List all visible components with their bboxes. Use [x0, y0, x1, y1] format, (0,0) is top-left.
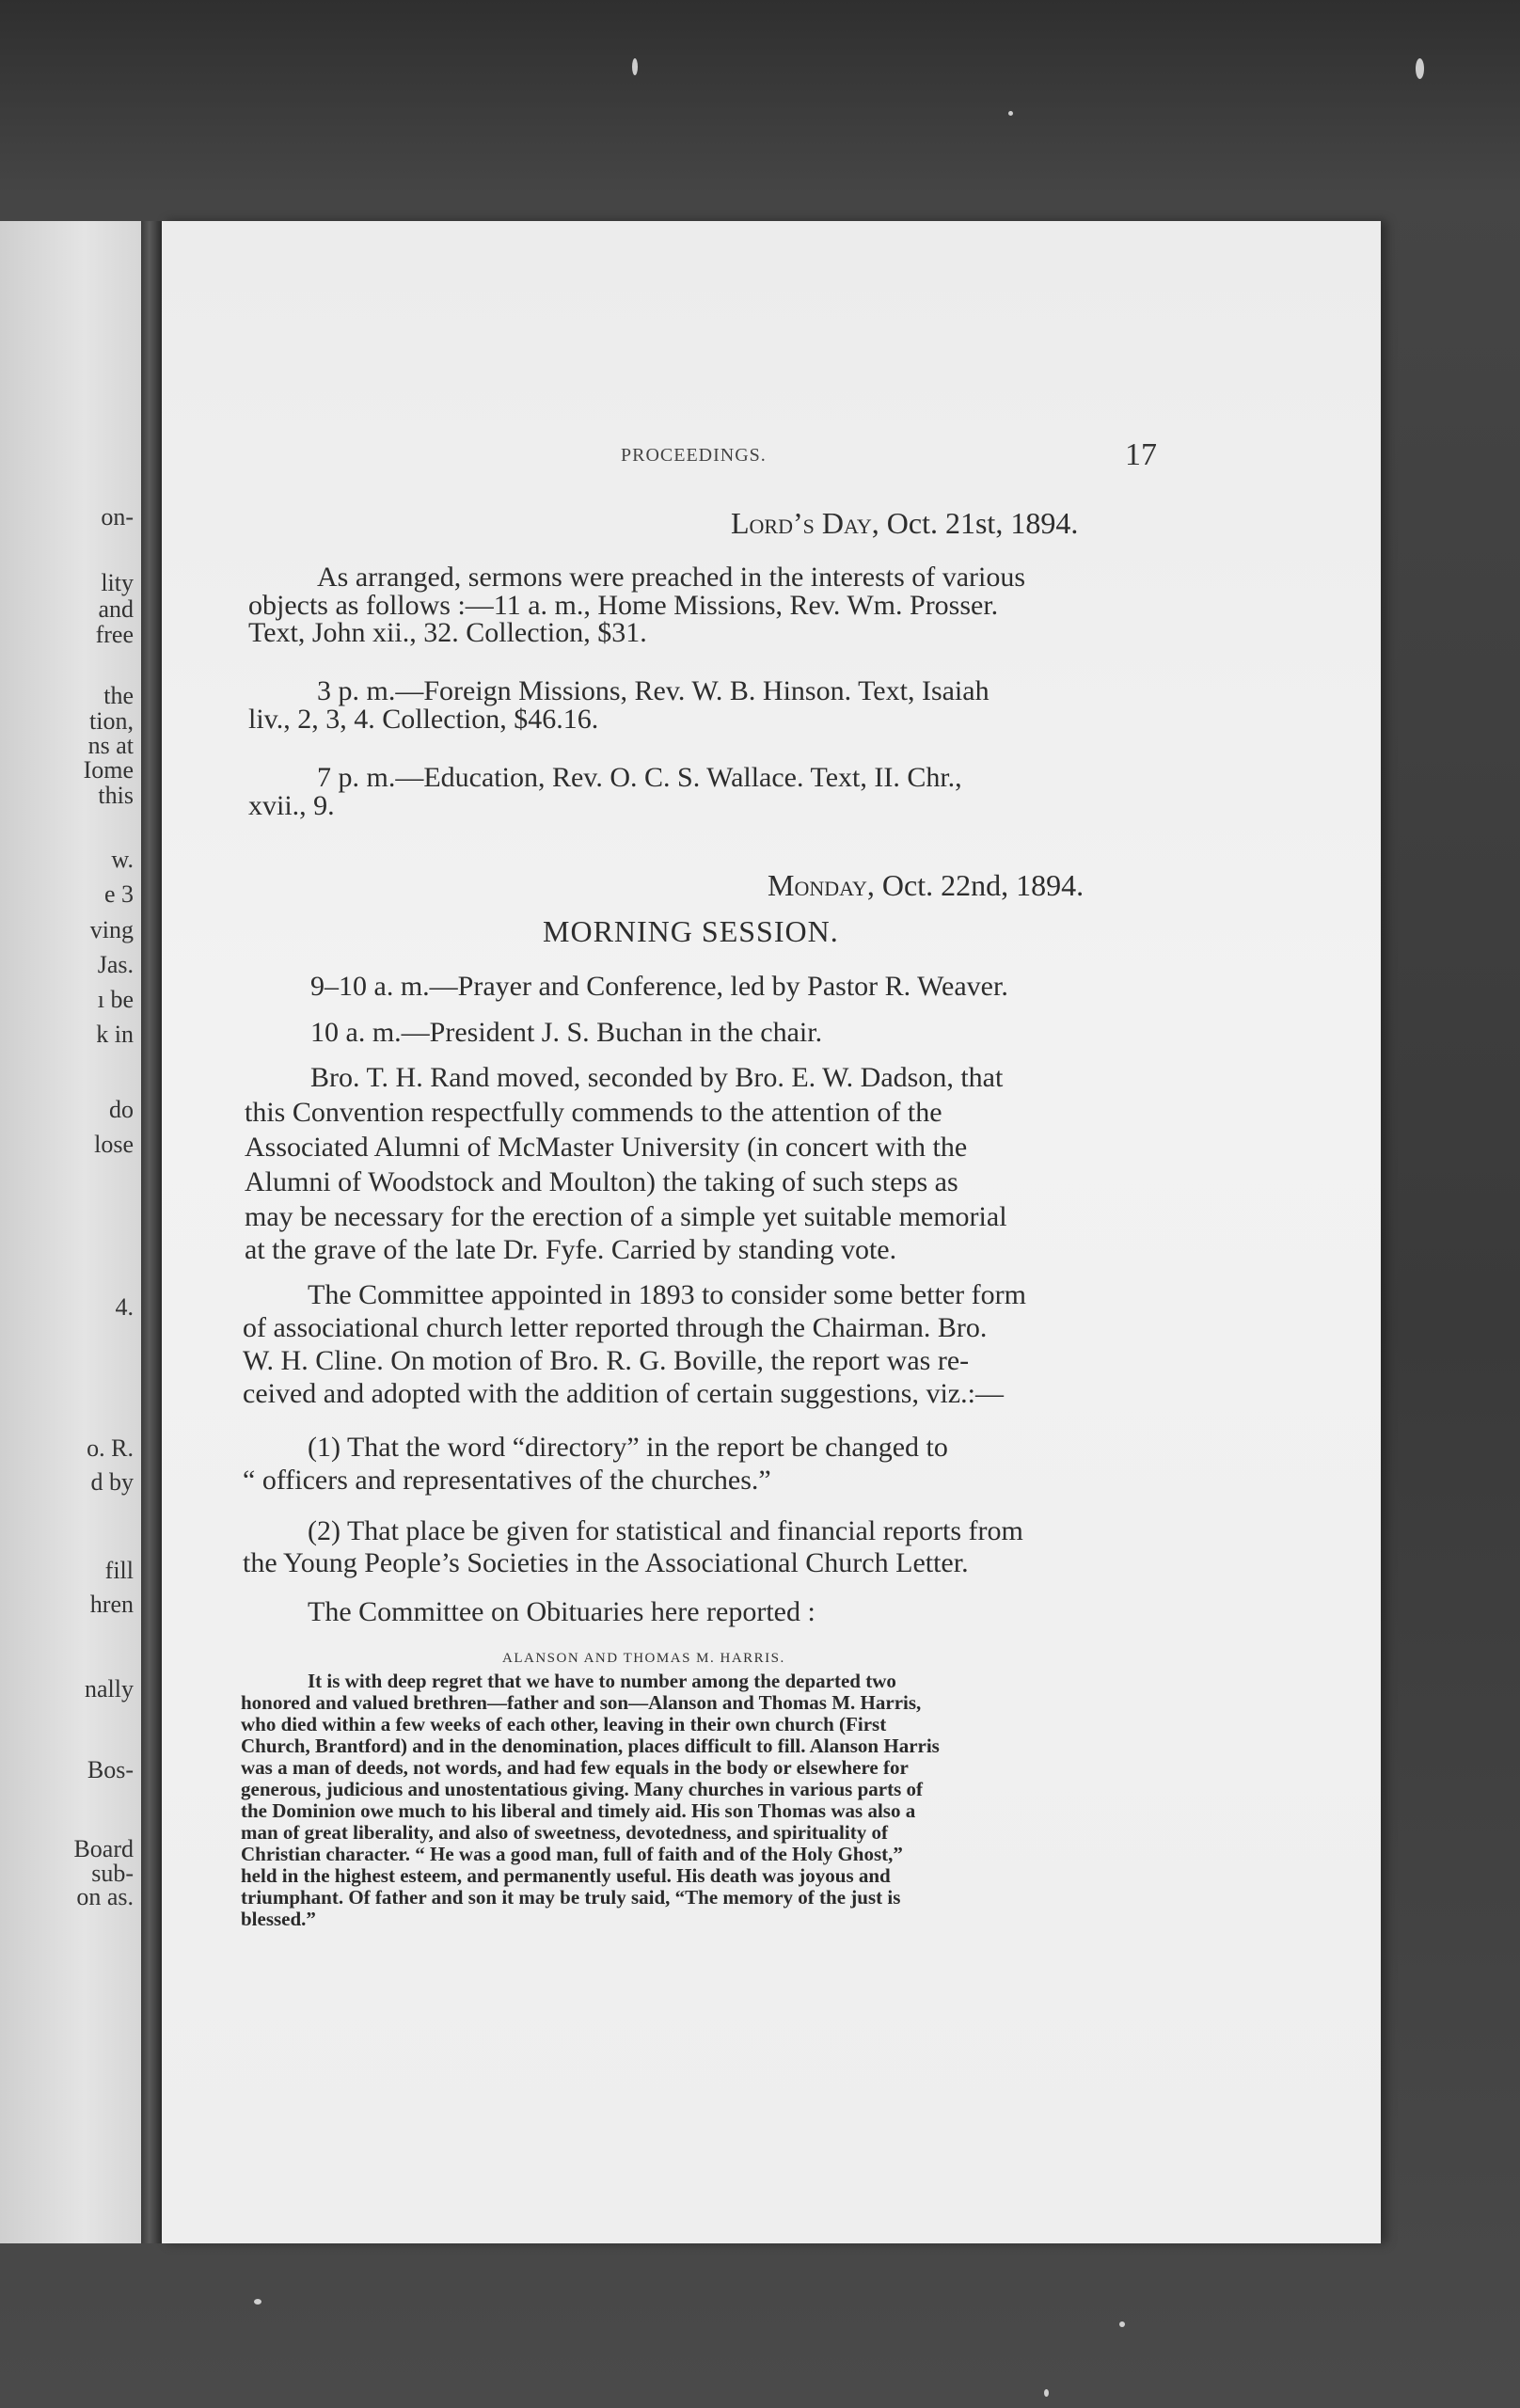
left-page-fragment: Iome [83, 756, 134, 784]
obituary-line: generous, judicious and unostentatious giving. Many churches in various parts of [241, 1778, 924, 1800]
dateline-date: , Oct. 21st, 1894. [871, 506, 1079, 540]
page-number: 17 [1125, 437, 1157, 472]
scan-speck [1119, 2321, 1125, 2327]
book-gutter [141, 221, 162, 2243]
paragraph-line: liv., 2, 3, 4. Collection, $46.16. [248, 704, 599, 735]
paragraph-line: this Convention respectfully commends to the attention of the [245, 1097, 942, 1128]
obituary-line: held in the highest esteem, and permanently useful. His death was joyous and [241, 1864, 891, 1887]
paragraph-line: may be necessary for the erection of a simple yet suitable memorial [245, 1201, 1007, 1232]
page-17 [162, 221, 1381, 2243]
paragraph-line: 9–10 a. m.—Prayer and Conference, led by Pastor R. Weaver. [310, 971, 1008, 1002]
obituary-line: blessed.” [241, 1908, 316, 1930]
paragraph-line: at the grave of the late Dr. Fyfe. Carried by standing vote. [245, 1234, 897, 1265]
paragraph-line: Associated Alumni of McMaster University (in concert with the [245, 1132, 968, 1163]
obituary-line: who died within a few weeks of each other, leaving in their own church (First [241, 1713, 887, 1735]
left-page-fragment: 4. [115, 1293, 134, 1321]
scan-speck [1044, 2389, 1049, 2397]
paragraph-line: “ officers and representatives of the churches.” [243, 1465, 771, 1496]
left-page-fragment: ving [89, 916, 134, 943]
obituary-line: Christian character. “ He was a good man, full of faith and of the Holy Ghost,” [241, 1843, 903, 1865]
paragraph-line: As arranged, sermons were preached in the interests of various [317, 562, 1026, 593]
paragraph-line: Bro. T. H. Rand moved, seconded by Bro. E. W. Dadson, that [310, 1062, 1004, 1093]
obituary-line: the Dominion owe much to his liberal and timely aid. His son Thomas was also a [241, 1799, 916, 1822]
left-page-fragment: w. [111, 846, 134, 873]
left-page-fragment: k in [96, 1021, 134, 1048]
paragraph-line: ceived and adopted with the addition of certain suggestions, viz.:— [243, 1378, 1004, 1409]
paragraph-line: objects as follows :—11 a. m., Home Missions, Rev. Wm. Prosser. [248, 590, 999, 621]
left-page-fragment: Jas. [97, 951, 134, 978]
left-page-fragment: ı be [97, 986, 134, 1013]
left-page-fragment: hren [89, 1591, 134, 1618]
paragraph-line: 10 a. m.—President J. S. Buchan in the chair. [310, 1017, 823, 1048]
left-page-fragment: ns at [87, 732, 134, 759]
dateline-day: Monday [768, 868, 867, 902]
paragraph-line: (2) That place be given for statistical and financial reports from [308, 1515, 1023, 1546]
obituary-line: was a man of deeds, not words, and had few equals in the body or elsewhere for [241, 1756, 909, 1779]
dateline-date: , Oct. 22nd, 1894. [866, 868, 1085, 902]
left-page-fragment: d by [90, 1468, 134, 1496]
left-facing-page [0, 221, 141, 2243]
left-page-fragment: the [103, 682, 134, 709]
left-page-fragment: Bos- [87, 1756, 134, 1783]
paragraph-line: 7 p. m.—Education, Rev. O. C. S. Wallace. Text, II. Chr., [317, 762, 962, 793]
running-head: PROCEEDINGS. [621, 445, 767, 466]
left-page-fragment: lity [101, 569, 134, 596]
left-page-fragment: Board [73, 1835, 134, 1862]
dateline-day: Lord’s Day [731, 506, 872, 540]
scan-speck [632, 58, 638, 75]
obituary-line: Church, Brantford) and in the denomination, places difficult to fill. Alanson Harris [241, 1735, 940, 1757]
left-page-fragment: do [109, 1096, 134, 1123]
left-page-fragment: e 3 [103, 880, 134, 908]
paragraph-line: Text, John xii., 32. Collection, $31. [248, 617, 647, 648]
obituary-title: ALANSON AND THOMAS M. HARRIS. [502, 1651, 785, 1666]
paragraph-line: W. H. Cline. On motion of Bro. R. G. Boville, the report was re- [243, 1345, 970, 1376]
left-page-fragment: nally [85, 1675, 134, 1703]
left-page-fragment: o. R. [87, 1434, 134, 1462]
paragraph-line: (1) That the word “directory” in the report be changed to [308, 1432, 948, 1463]
paragraph-line: xvii., 9. [248, 790, 335, 821]
paragraph-line: 3 p. m.—Foreign Missions, Rev. W. B. Hinson. Text, Isaiah [317, 675, 990, 706]
obituary-line: man of great liberality, and also of sweetness, devotedness, and spirituality of [241, 1821, 888, 1844]
left-page-fragment: free [95, 621, 134, 648]
left-page-fragment: and [98, 595, 134, 623]
paragraph-line: the Young People’s Societies in the Associational Church Letter. [243, 1547, 969, 1578]
left-page-fragment: on as. [76, 1883, 134, 1910]
paragraph-line: The Committee on Obituaries here reported : [308, 1596, 815, 1627]
lords-day-dateline [731, 506, 1078, 541]
scan-speck [1008, 111, 1013, 116]
left-page-fragment: fill [104, 1557, 134, 1584]
left-page-fragment: on- [101, 503, 134, 531]
session-heading: MORNING SESSION. [543, 914, 839, 948]
obituary-line: It is with deep regret that we have to number among the departed two [308, 1670, 896, 1692]
scan-speck [1416, 58, 1424, 79]
obituary-line: triumphant. Of father and son it may be truly said, “The memory of the just is [241, 1886, 901, 1909]
left-page-fragment: tion, [89, 707, 134, 735]
paragraph-line: The Committee appointed in 1893 to consider some better form [308, 1279, 1026, 1310]
scan-speck [254, 2299, 261, 2305]
paragraph-line: Alumni of Woodstock and Moulton) the taking of such steps as [245, 1166, 958, 1197]
left-page-fragment: sub- [91, 1860, 134, 1887]
monday-dateline [768, 868, 1084, 903]
paragraph-line: of associational church letter reported through the Chairman. Bro. [243, 1312, 988, 1343]
left-page-fragment: lose [94, 1131, 134, 1158]
obituary-line: honored and valued brethren—father and son—Alanson and Thomas M. Harris, [241, 1691, 922, 1714]
left-page-fragment: this [98, 782, 134, 809]
